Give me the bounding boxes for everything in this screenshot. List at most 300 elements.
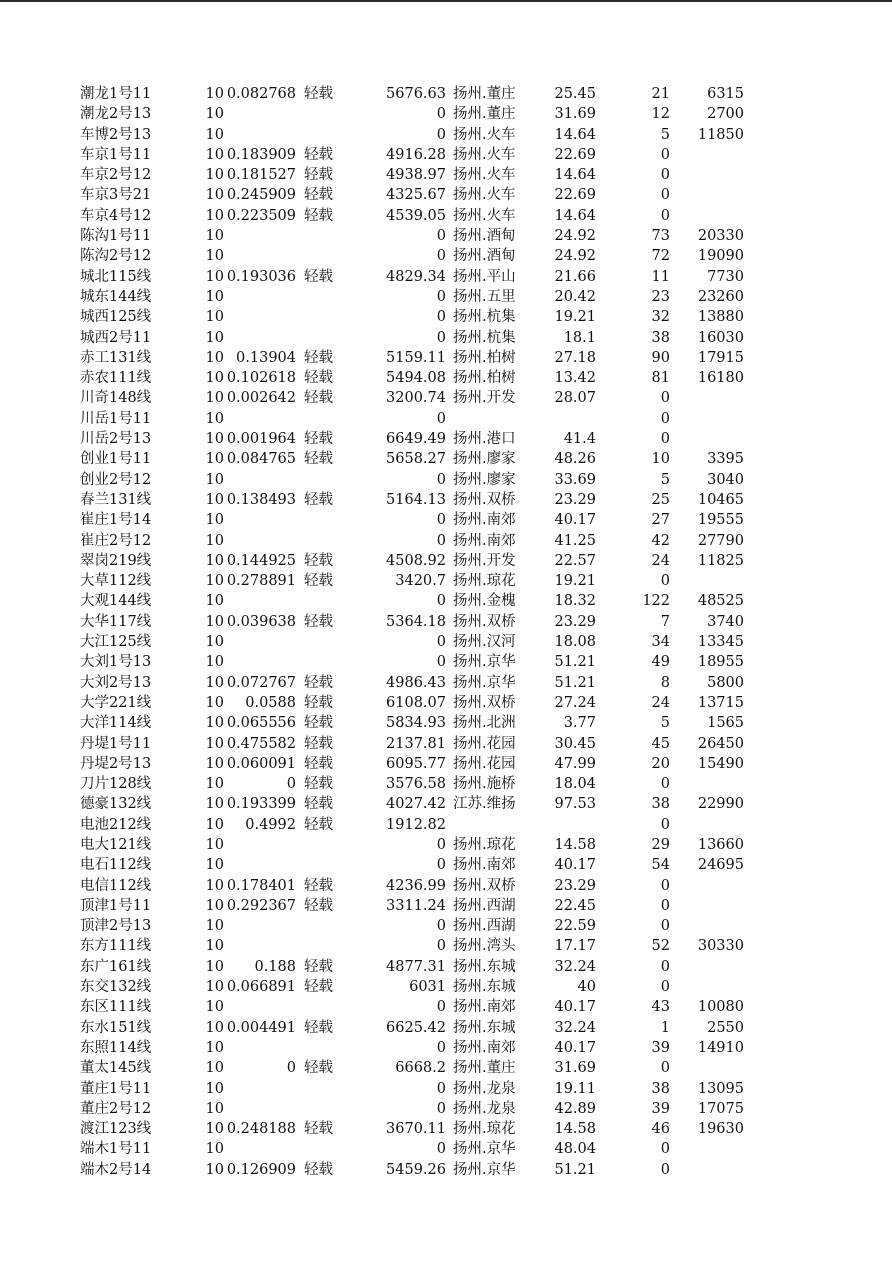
cell-capacity: 3311.24 [386, 897, 446, 914]
cell-total: 26450 [697, 735, 744, 752]
cell-count: 0 [660, 897, 670, 914]
cell-capacity: 6108.07 [386, 694, 446, 711]
cell-count: 45 [651, 735, 670, 752]
cell-voltage: 10 [205, 857, 224, 874]
cell-load-status: 轻载 [304, 451, 333, 468]
cell-distance: 24.92 [554, 228, 596, 245]
table-row [0, 571, 892, 591]
cell-load-status: 轻载 [304, 167, 333, 184]
cell-voltage: 10 [205, 431, 224, 448]
cell-substation: 扬州.金槐 [453, 593, 516, 610]
cell-load-status: 轻载 [304, 349, 333, 366]
cell-capacity: 0 [436, 471, 446, 488]
cell-substation: 扬州.京华 [453, 1141, 516, 1158]
cell-capacity: 0 [436, 329, 446, 346]
cell-total: 10080 [697, 999, 744, 1016]
cell-load-status: 轻载 [304, 877, 333, 894]
cell-line-name: 丹堤2号13 [80, 755, 152, 772]
cell-line-name: 潮龙1号11 [80, 86, 152, 102]
cell-total: 14910 [697, 1039, 744, 1056]
cell-capacity: 0 [436, 410, 446, 427]
cell-count: 21 [651, 86, 670, 102]
cell-count: 72 [651, 248, 670, 265]
cell-substation: 扬州.双桥 [453, 613, 516, 630]
cell-count: 5 [660, 471, 670, 488]
cell-count: 81 [651, 370, 670, 387]
cell-line-name: 潮龙2号13 [80, 106, 152, 123]
cell-substation: 扬州.双桥 [453, 491, 516, 508]
cell-count: 5 [660, 715, 670, 732]
cell-count: 29 [651, 836, 670, 853]
cell-total: 20330 [697, 228, 744, 245]
table-row [0, 1079, 892, 1099]
cell-voltage: 10 [205, 796, 224, 813]
table-row [0, 1099, 892, 1119]
cell-substation: 扬州.东城 [453, 979, 516, 996]
table-row [0, 246, 892, 266]
cell-voltage: 10 [205, 146, 224, 163]
cell-distance: 13.42 [554, 370, 596, 387]
cell-substation: 扬州.杭集 [453, 329, 516, 346]
cell-line-name: 大草112线 [80, 573, 152, 590]
cell-line-name: 创业1号11 [80, 451, 152, 468]
cell-total: 19090 [697, 248, 744, 265]
cell-distance: 25.45 [554, 86, 596, 102]
cell-line-name: 陈沟2号12 [80, 248, 152, 265]
cell-capacity: 0 [436, 248, 446, 265]
cell-distance: 41.4 [563, 431, 596, 448]
cell-load-status: 轻载 [304, 796, 333, 813]
cell-distance: 14.58 [554, 1121, 596, 1138]
cell-count: 0 [660, 1141, 670, 1158]
cell-line-name: 德豪132线 [80, 796, 152, 813]
cell-substation: 扬州.琼花 [453, 573, 516, 590]
cell-distance: 41.25 [554, 532, 596, 549]
cell-count: 0 [660, 187, 670, 204]
cell-total: 17915 [697, 349, 744, 366]
cell-substation: 扬州.酒甸 [453, 248, 516, 265]
cell-load-rate: 0.144925 [226, 552, 296, 569]
cell-line-name: 端木1号11 [80, 1141, 152, 1158]
cell-substation: 扬州.琼花 [453, 836, 516, 853]
cell-voltage: 10 [205, 329, 224, 346]
cell-distance: 19.21 [554, 309, 596, 326]
cell-voltage: 10 [205, 1121, 224, 1138]
table-row [0, 429, 892, 449]
cell-count: 90 [651, 349, 670, 366]
cell-line-name: 陈沟1号11 [80, 228, 152, 245]
cell-load-rate: 0.178401 [226, 877, 296, 894]
table-row [0, 368, 892, 388]
cell-capacity: 4539.05 [386, 207, 446, 224]
cell-distance: 14.58 [554, 836, 596, 853]
cell-substation: 扬州.港口 [453, 431, 516, 448]
cell-count: 46 [651, 1121, 670, 1138]
cell-count: 0 [660, 431, 670, 448]
cell-voltage: 10 [205, 816, 224, 833]
cell-line-name: 电池212线 [80, 816, 152, 833]
cell-voltage: 10 [205, 1039, 224, 1056]
cell-load-rate: 0.065556 [226, 715, 296, 732]
table-row [0, 591, 892, 611]
cell-capacity: 3200.74 [386, 390, 446, 407]
cell-voltage: 10 [205, 86, 224, 102]
cell-line-name: 电信112线 [80, 877, 152, 894]
cell-capacity: 5658.27 [386, 451, 446, 468]
cell-count: 1 [660, 1019, 670, 1036]
cell-total: 13345 [697, 634, 744, 651]
cell-voltage: 10 [205, 918, 224, 935]
table-row [0, 673, 892, 693]
cell-voltage: 10 [205, 1161, 224, 1178]
cell-distance: 17.17 [554, 938, 596, 955]
cell-capacity: 0 [436, 634, 446, 651]
cell-distance: 40.17 [554, 512, 596, 529]
table-row [0, 470, 892, 490]
table-row [0, 1058, 892, 1078]
cell-distance: 20.42 [554, 288, 596, 305]
cell-substation: 扬州.北洲 [453, 715, 516, 732]
cell-voltage: 10 [205, 735, 224, 752]
cell-line-name: 董庄2号12 [80, 1100, 152, 1117]
cell-distance: 22.45 [554, 897, 596, 914]
cell-capacity: 0 [436, 593, 446, 610]
cell-load-rate: 0.082768 [226, 86, 296, 102]
cell-voltage: 10 [205, 288, 224, 305]
cell-line-name: 川岳2号13 [80, 431, 152, 448]
cell-total: 2550 [707, 1019, 744, 1036]
cell-distance: 30.45 [554, 735, 596, 752]
cell-count: 0 [660, 573, 670, 590]
table-row [0, 612, 892, 632]
cell-load-status: 轻载 [304, 1019, 333, 1036]
cell-load-rate: 0.084765 [226, 451, 296, 468]
cell-distance: 47.99 [554, 755, 596, 772]
cell-count: 10 [651, 451, 670, 468]
cell-line-name: 刀片128线 [80, 776, 152, 793]
cell-capacity: 0 [436, 938, 446, 955]
table-row [0, 876, 892, 896]
cell-distance: 51.21 [554, 1161, 596, 1178]
cell-capacity: 4938.97 [386, 167, 446, 184]
table-row [0, 226, 892, 246]
table-row [0, 307, 892, 327]
cell-count: 42 [651, 532, 670, 549]
cell-count: 34 [651, 634, 670, 651]
cell-capacity: 0 [436, 126, 446, 143]
cell-capacity: 5364.18 [386, 613, 446, 630]
cell-load-status: 轻载 [304, 552, 333, 569]
table-row [0, 815, 892, 835]
table-row [0, 449, 892, 469]
table-row [0, 125, 892, 145]
cell-count: 0 [660, 207, 670, 224]
cell-count: 0 [660, 146, 670, 163]
cell-capacity: 4325.67 [386, 187, 446, 204]
cell-load-status: 轻载 [304, 897, 333, 914]
cell-distance: 48.26 [554, 451, 596, 468]
cell-voltage: 10 [205, 694, 224, 711]
table-row [0, 185, 892, 205]
cell-total: 5800 [707, 674, 744, 691]
cell-distance: 97.53 [554, 796, 596, 813]
cell-distance: 22.57 [554, 552, 596, 569]
cell-load-status: 轻载 [304, 694, 333, 711]
cell-distance: 18.1 [563, 329, 596, 346]
cell-distance: 27.18 [554, 349, 596, 366]
cell-line-name: 春兰131线 [80, 491, 152, 508]
cell-load-rate: 0.4992 [245, 816, 296, 833]
cell-load-status: 轻载 [304, 390, 333, 407]
cell-voltage: 10 [205, 410, 224, 427]
cell-count: 38 [651, 1080, 670, 1097]
cell-load-rate: 0.193036 [226, 268, 296, 285]
cell-capacity: 0 [436, 1039, 446, 1056]
cell-count: 54 [651, 857, 670, 874]
cell-load-rate: 0.002642 [226, 390, 296, 407]
cell-capacity: 5159.11 [386, 349, 446, 366]
table-row [0, 693, 892, 713]
cell-substation: 扬州.京华 [453, 1161, 516, 1178]
cell-line-name: 东方111线 [80, 938, 152, 955]
cell-distance: 22.69 [554, 187, 596, 204]
cell-distance: 14.64 [554, 126, 596, 143]
cell-voltage: 10 [205, 1080, 224, 1097]
cell-total: 3395 [707, 451, 744, 468]
cell-voltage: 10 [205, 593, 224, 610]
cell-capacity: 3576.58 [386, 776, 446, 793]
cell-count: 20 [651, 755, 670, 772]
cell-total: 27790 [697, 532, 744, 549]
cell-count: 24 [651, 694, 670, 711]
cell-distance: 23.29 [554, 613, 596, 630]
spreadsheet-table [0, 84, 892, 1180]
cell-count: 52 [651, 938, 670, 955]
cell-distance: 32.24 [554, 1019, 596, 1036]
table-row [0, 1038, 892, 1058]
cell-substation: 扬州.东城 [453, 958, 516, 975]
cell-substation: 扬州.汉河 [453, 634, 516, 651]
table-row [0, 551, 892, 571]
cell-load-status: 轻载 [304, 776, 333, 793]
cell-substation: 扬州.施桥 [453, 776, 516, 793]
cell-load-rate: 0.245909 [226, 187, 296, 204]
cell-substation: 扬州.西湖 [453, 918, 516, 935]
cell-load-status: 轻载 [304, 431, 333, 448]
cell-load-status: 轻载 [304, 1060, 333, 1077]
cell-capacity: 1912.82 [386, 816, 446, 833]
cell-distance: 21.66 [554, 268, 596, 285]
cell-load-rate: 0.060091 [226, 755, 296, 772]
cell-capacity: 0 [436, 512, 446, 529]
cell-capacity: 0 [436, 1100, 446, 1117]
cell-substation: 扬州.火车 [453, 187, 516, 204]
cell-substation: 扬州.南郊 [453, 857, 516, 874]
cell-voltage: 10 [205, 755, 224, 772]
cell-distance: 19.21 [554, 573, 596, 590]
cell-line-name: 东区111线 [80, 999, 152, 1016]
cell-substation: 扬州.火车 [453, 146, 516, 163]
cell-count: 0 [660, 816, 670, 833]
page-top-border [0, 0, 892, 2]
cell-substation: 扬州.火车 [453, 167, 516, 184]
cell-load-rate: 0.138493 [226, 491, 296, 508]
cell-capacity: 0 [436, 918, 446, 935]
cell-line-name: 端木2号14 [80, 1161, 152, 1178]
cell-distance: 18.04 [554, 776, 596, 793]
cell-distance: 18.32 [554, 593, 596, 610]
cell-line-name: 大华117线 [80, 613, 152, 630]
table-row [0, 409, 892, 429]
cell-distance: 18.08 [554, 634, 596, 651]
cell-substation: 扬州.花园 [453, 735, 516, 752]
table-row [0, 713, 892, 733]
cell-load-rate: 0.248188 [226, 1121, 296, 1138]
cell-total: 15490 [697, 755, 744, 772]
cell-load-rate: 0.066891 [226, 979, 296, 996]
cell-load-status: 轻载 [304, 755, 333, 772]
cell-total: 6315 [707, 86, 744, 102]
cell-line-name: 董庄1号11 [80, 1080, 152, 1097]
cell-line-name: 大江125线 [80, 634, 152, 651]
table-row [0, 855, 892, 875]
cell-capacity: 0 [436, 309, 446, 326]
cell-distance: 31.69 [554, 1060, 596, 1077]
cell-load-status: 轻载 [304, 613, 333, 630]
table-row [0, 794, 892, 814]
cell-total: 18955 [697, 654, 744, 671]
cell-voltage: 10 [205, 573, 224, 590]
cell-voltage: 10 [205, 776, 224, 793]
cell-line-name: 川奇148线 [80, 390, 152, 407]
cell-distance: 40.17 [554, 857, 596, 874]
cell-load-status: 轻载 [304, 715, 333, 732]
cell-total: 7730 [707, 268, 744, 285]
cell-load-status: 轻载 [304, 370, 333, 387]
cell-distance: 23.29 [554, 877, 596, 894]
cell-voltage: 10 [205, 613, 224, 630]
table-row [0, 936, 892, 956]
cell-total: 3040 [707, 471, 744, 488]
table-row [0, 490, 892, 510]
cell-total: 11850 [697, 126, 744, 143]
cell-substation: 扬州.火车 [453, 207, 516, 224]
cell-count: 38 [651, 329, 670, 346]
cell-count: 0 [660, 979, 670, 996]
cell-line-name: 赤工131线 [80, 349, 152, 366]
cell-distance: 42.89 [554, 1100, 596, 1117]
cell-capacity: 0 [436, 1080, 446, 1097]
cell-load-rate: 0.188 [254, 958, 296, 975]
cell-voltage: 10 [205, 897, 224, 914]
cell-count: 0 [660, 1161, 670, 1178]
cell-substation: 扬州.酒甸 [453, 228, 516, 245]
cell-capacity: 6668.2 [395, 1060, 446, 1077]
cell-total: 23260 [697, 288, 744, 305]
cell-capacity: 5676.63 [386, 86, 446, 102]
cell-total: 13880 [697, 309, 744, 326]
cell-count: 0 [660, 1060, 670, 1077]
cell-voltage: 10 [205, 634, 224, 651]
cell-substation: 扬州.南郊 [453, 532, 516, 549]
cell-capacity: 5459.26 [386, 1161, 446, 1178]
cell-voltage: 10 [205, 390, 224, 407]
cell-load-status: 轻载 [304, 979, 333, 996]
table-row [0, 632, 892, 652]
cell-line-name: 大观144线 [80, 593, 152, 610]
cell-substation: 扬州.南郊 [453, 999, 516, 1016]
cell-total: 24695 [697, 857, 744, 874]
cell-line-name: 东照114线 [80, 1039, 152, 1056]
cell-voltage: 10 [205, 1100, 224, 1117]
cell-substation: 扬州.董庄 [453, 86, 516, 102]
cell-load-status: 轻载 [304, 268, 333, 285]
cell-substation: 扬州.湾头 [453, 938, 516, 955]
cell-total: 11825 [697, 552, 744, 569]
cell-capacity: 4916.28 [386, 146, 446, 163]
table-row [0, 206, 892, 226]
cell-substation: 扬州.琼花 [453, 1121, 516, 1138]
cell-total: 17075 [697, 1100, 744, 1117]
cell-voltage: 10 [205, 207, 224, 224]
cell-line-name: 大学221线 [80, 694, 152, 711]
cell-substation: 扬州.京华 [453, 674, 516, 691]
cell-voltage: 10 [205, 1019, 224, 1036]
table-row [0, 896, 892, 916]
cell-count: 39 [651, 1100, 670, 1117]
cell-line-name: 城西125线 [80, 309, 152, 326]
cell-line-name: 渡江123线 [80, 1121, 152, 1138]
cell-count: 0 [660, 410, 670, 427]
cell-count: 73 [651, 228, 670, 245]
cell-substation: 扬州.花园 [453, 755, 516, 772]
cell-line-name: 车京3号21 [80, 187, 152, 204]
cell-load-rate: 0.292367 [226, 897, 296, 914]
cell-substation: 扬州.董庄 [453, 1060, 516, 1077]
cell-count: 11 [651, 268, 670, 285]
table-row [0, 1160, 892, 1180]
cell-line-name: 东广161线 [80, 958, 152, 975]
cell-capacity: 0 [436, 836, 446, 853]
cell-distance: 19.11 [554, 1080, 596, 1097]
cell-capacity: 0 [436, 106, 446, 123]
cell-line-name: 车京2号12 [80, 167, 152, 184]
cell-count: 122 [642, 593, 670, 610]
cell-capacity: 3420.7 [395, 573, 446, 590]
cell-load-status: 轻载 [304, 86, 333, 102]
cell-capacity: 4986.43 [386, 674, 446, 691]
cell-count: 0 [660, 776, 670, 793]
cell-capacity: 0 [436, 288, 446, 305]
cell-distance: 48.04 [554, 1141, 596, 1158]
cell-substation: 扬州.柏树 [453, 349, 516, 366]
table-row [0, 531, 892, 551]
cell-capacity: 4508.92 [386, 552, 446, 569]
cell-line-name: 城北115线 [80, 268, 152, 285]
cell-voltage: 10 [205, 674, 224, 691]
cell-load-rate: 0.072767 [226, 674, 296, 691]
cell-load-status: 轻载 [304, 816, 333, 833]
cell-load-rate: 0.475582 [226, 735, 296, 752]
cell-count: 5 [660, 126, 670, 143]
cell-capacity: 5834.93 [386, 715, 446, 732]
cell-load-status: 轻载 [304, 1161, 333, 1178]
cell-line-name: 车京1号11 [80, 146, 152, 163]
table-row [0, 1139, 892, 1159]
table-row [0, 328, 892, 348]
cell-line-name: 丹堤1号11 [80, 735, 152, 752]
cell-voltage: 10 [205, 451, 224, 468]
